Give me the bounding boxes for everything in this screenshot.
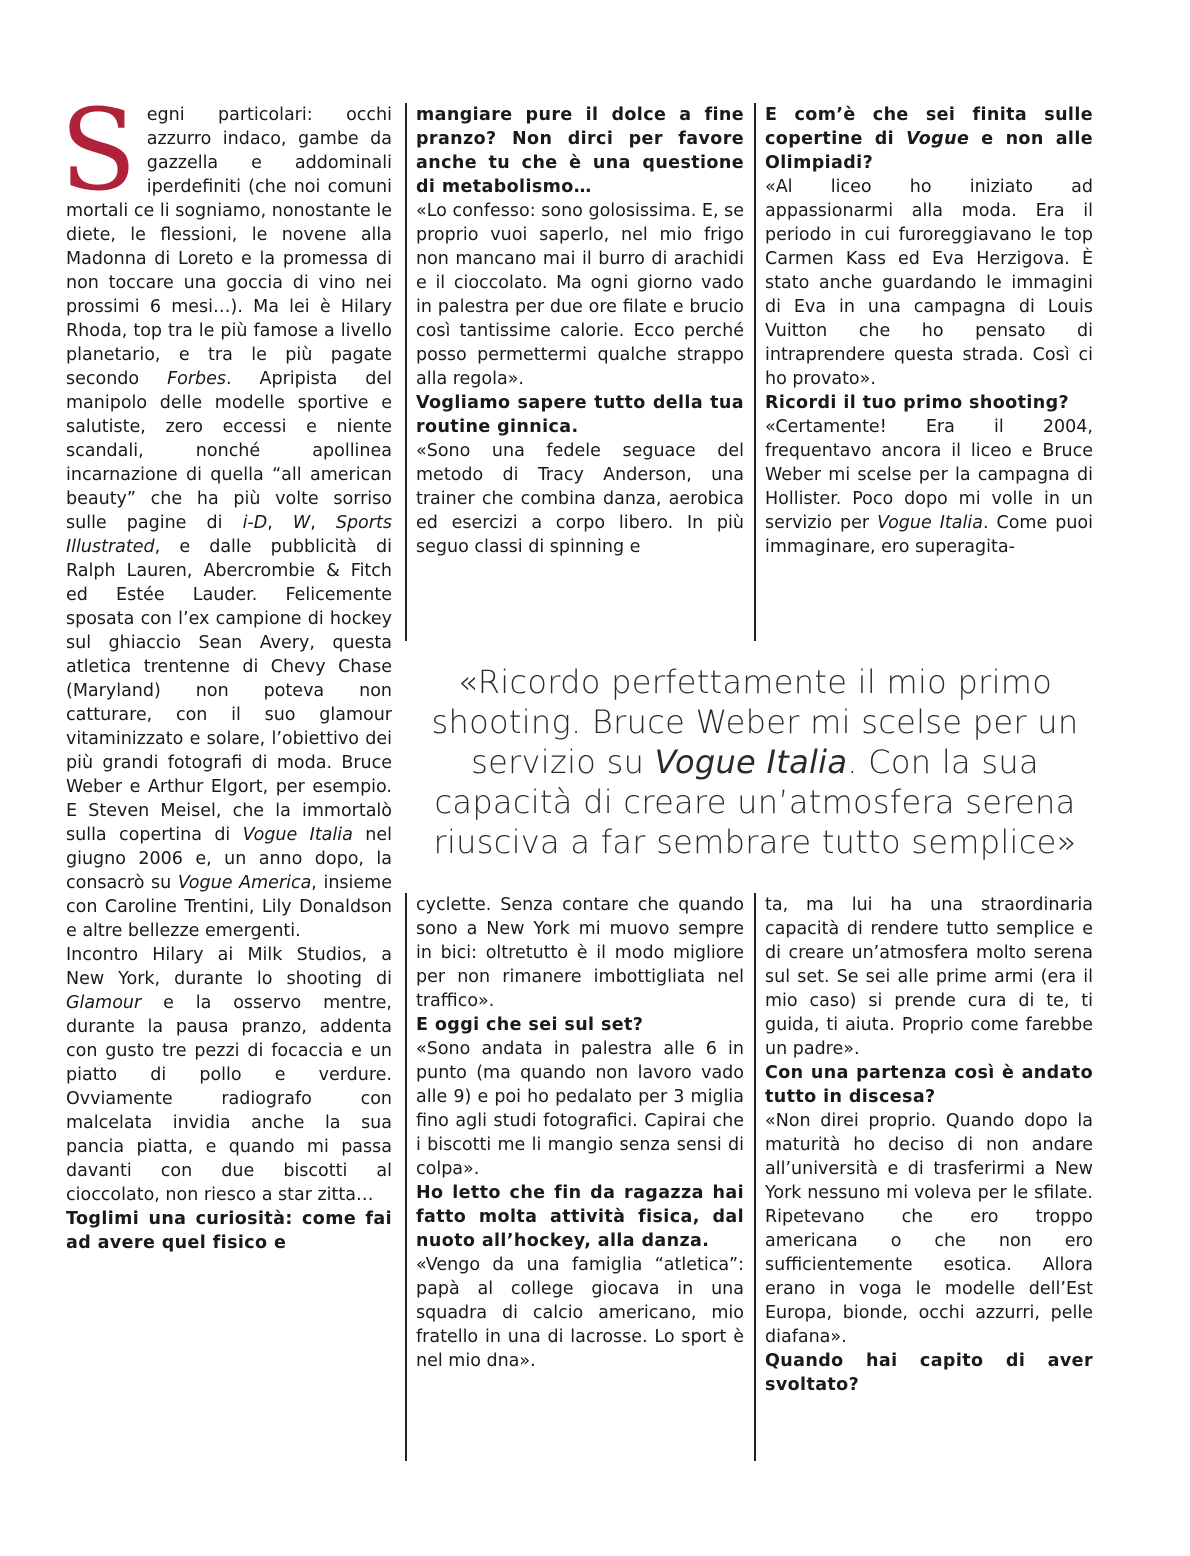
pull-quote: «Ricordo perfettamente il mio primo shooting. Bruce Weber mi scelse per un servizio su Vogue Italia. Con la sua capacità di creare un’atmosfera serena riusciva a far sembrare tutto semplice» xyxy=(431,663,1079,861)
interview-question: Quando hai capito di aver svoltato? xyxy=(765,1351,1093,1395)
column-divider xyxy=(405,103,407,641)
interview-question: E oggi che sei sul set? xyxy=(416,1015,644,1035)
interview-question: Con una partenza così è andato tutto in discesa? xyxy=(765,1063,1093,1107)
interview-question: Ricordi il tuo primo shooting? xyxy=(765,393,1070,413)
interview-answer: «Vengo da una famiglia “atletica”: papà al college giocava in una squadra di calcio americano, mio fratello in una di lacrosse. Lo sport è nel mio dna». xyxy=(416,1255,744,1371)
article-column-3-top xyxy=(765,103,1093,559)
interview-question: E com’è che sei finita sulle copertine di Vogue e non alle Olimpiadi? xyxy=(765,105,1093,173)
interview-question: Ho letto che fin da ragazza hai fatto molta attività fisica, dal nuoto all’hockey, alla danza. xyxy=(416,1183,744,1251)
drop-cap: S xyxy=(60,86,137,216)
interview-answer: «Lo confesso: sono golosissima. E, se proprio vuoi saperlo, nel mio frigo non mancano mai il burro di arachidi e il cioccolato. Ma ogni giorno vado in palestra per due ore filate e brucio così tantissime calorie. Ecco perché posso permettermi qualche strappo alla regola». xyxy=(416,201,744,389)
column-divider xyxy=(754,893,756,1461)
article-column-2-bottom xyxy=(416,893,744,1373)
article-column-3-bottom xyxy=(765,893,1093,1397)
interview-answer: «Non direi proprio. Quando dopo la maturità ho deciso di non andare all’università e di trasferirmi a New York nessuno mi voleva per le sfilate. Ripetevano che ero troppo americana o che non ero sufficientemente esotica. Allora erano in voga le modelle dell’Est Europa, bionde, occhi azzurri, pelle diafana». xyxy=(765,1111,1093,1347)
interview-answer: «Sono andata in palestra alle 6 in punto (ma quando non lavoro vado alle 9) e poi ho pedalato per 3 miglia fino agli studi fotografici. Capirai che i biscotti me li mangio senza sensi di colpa». xyxy=(416,1039,744,1179)
column-divider xyxy=(754,103,756,641)
interview-question: Vogliamo sapere tutto della tua routine ginnica. xyxy=(416,393,744,437)
interview-question: Toglimi una curiosità: come fai ad avere quel fisico e xyxy=(66,1209,392,1253)
article-column-1 xyxy=(60,86,392,1255)
interview-answer: cyclette. Senza contare che quando sono a New York mi muovo sempre in bici: oltretutto è il modo migliore per non rimanere imbottigliata nel traffico». xyxy=(416,895,744,1011)
article-column-2-top xyxy=(416,103,744,559)
interview-answer: «Certamente! Era il 2004, frequentavo ancora il liceo e Bruce Weber mi scelse per la campagna di Hollister. Poco dopo mi volle in un servizio per Vogue Italia. Come puoi immaginare, ero superagita- xyxy=(765,417,1093,557)
body-paragraph: Incontro Hilary ai Milk Studios, a New York, durante lo shooting di Glamour e la osservo mentre, durante la pausa pranzo, addenta con gusto tre pezzi di focaccia e un piatto di pollo e verdure. Ovviamente radiografo con malcelata invidia anche la sua pancia piatta, e quando mi passa davanti con due biscotti al cioccolato, non riesco a star zitta… xyxy=(66,945,392,1205)
interview-question: mangiare pure il dolce a fine pranzo? Non dirci per favore anche tu che è una questione di metabolismo… xyxy=(416,105,744,197)
interview-answer: «Al liceo ho iniziato ad appassionarmi alla moda. Era il periodo in cui furoreggiavano le top Carmen Kass ed Eva Herzigova. È stato anche guardando le immagini di Eva in una campagna di Louis Vuitton che ho pensato di intraprendere questa strada. Così ci ho provato». xyxy=(765,177,1093,389)
interview-answer: «Sono una fedele seguace del metodo di Tracy Anderson, una trainer che combina danza, aerobica ed esercizi a corpo libero. In più seguo classi di spinning e xyxy=(416,441,744,557)
column-divider xyxy=(405,893,407,1461)
interview-answer: ta, ma lui ha una straordinaria capacità di rendere tutto semplice e di creare un’atmosfera molto serena sul set. Se sei alle prime armi (era il mio caso) si prende cura di te, ti guida, ti aiuta. Proprio come farebbe un padre». xyxy=(765,895,1093,1059)
intro-paragraph: Segni particolari: occhi azzurro indaco, gambe da gazzella e addominali iperdefiniti (che noi comuni mortali ce li sogniamo, nonostante le diete, le flessioni, le novene alla Madonna di Loreto e la promessa di non toccare una goccia di vino nei prossimi 6 mesi…). Ma lei è Hilary Rhoda, top tra le più famose a livello planetario, e tra le più pagate secondo Forbes. Apripista del manipolo delle modelle sportive e salutiste, zero eccessi e niente scandali, nonché apollinea incarnazione di quella “all american beauty” che ha più volte sorriso sulle pagine di i-D, W, Sports Illustrated, e dalle pubblicità di Ralph Lauren, Abercrombie & Fitch ed Estée Lauder. Felicemente sposata con l’ex campione di hockey sul ghiaccio Sean Avery, questa atletica trentenne di Chevy Chase (Maryland) non poteva non catturare, con il suo glamour vitaminizzato e solare, l’obiettivo dei più grandi fotografi di moda. Bruce Weber e Arthur Elgort, per esempio. E Steven Meisel, che la immortalò sulla copertina di Vogue Italia nel giugno 2006 e, un anno dopo, la consacrò su Vogue America, insieme con Caroline Trentini, Lily Donaldson e altre bellezze emergenti. xyxy=(60,86,392,941)
